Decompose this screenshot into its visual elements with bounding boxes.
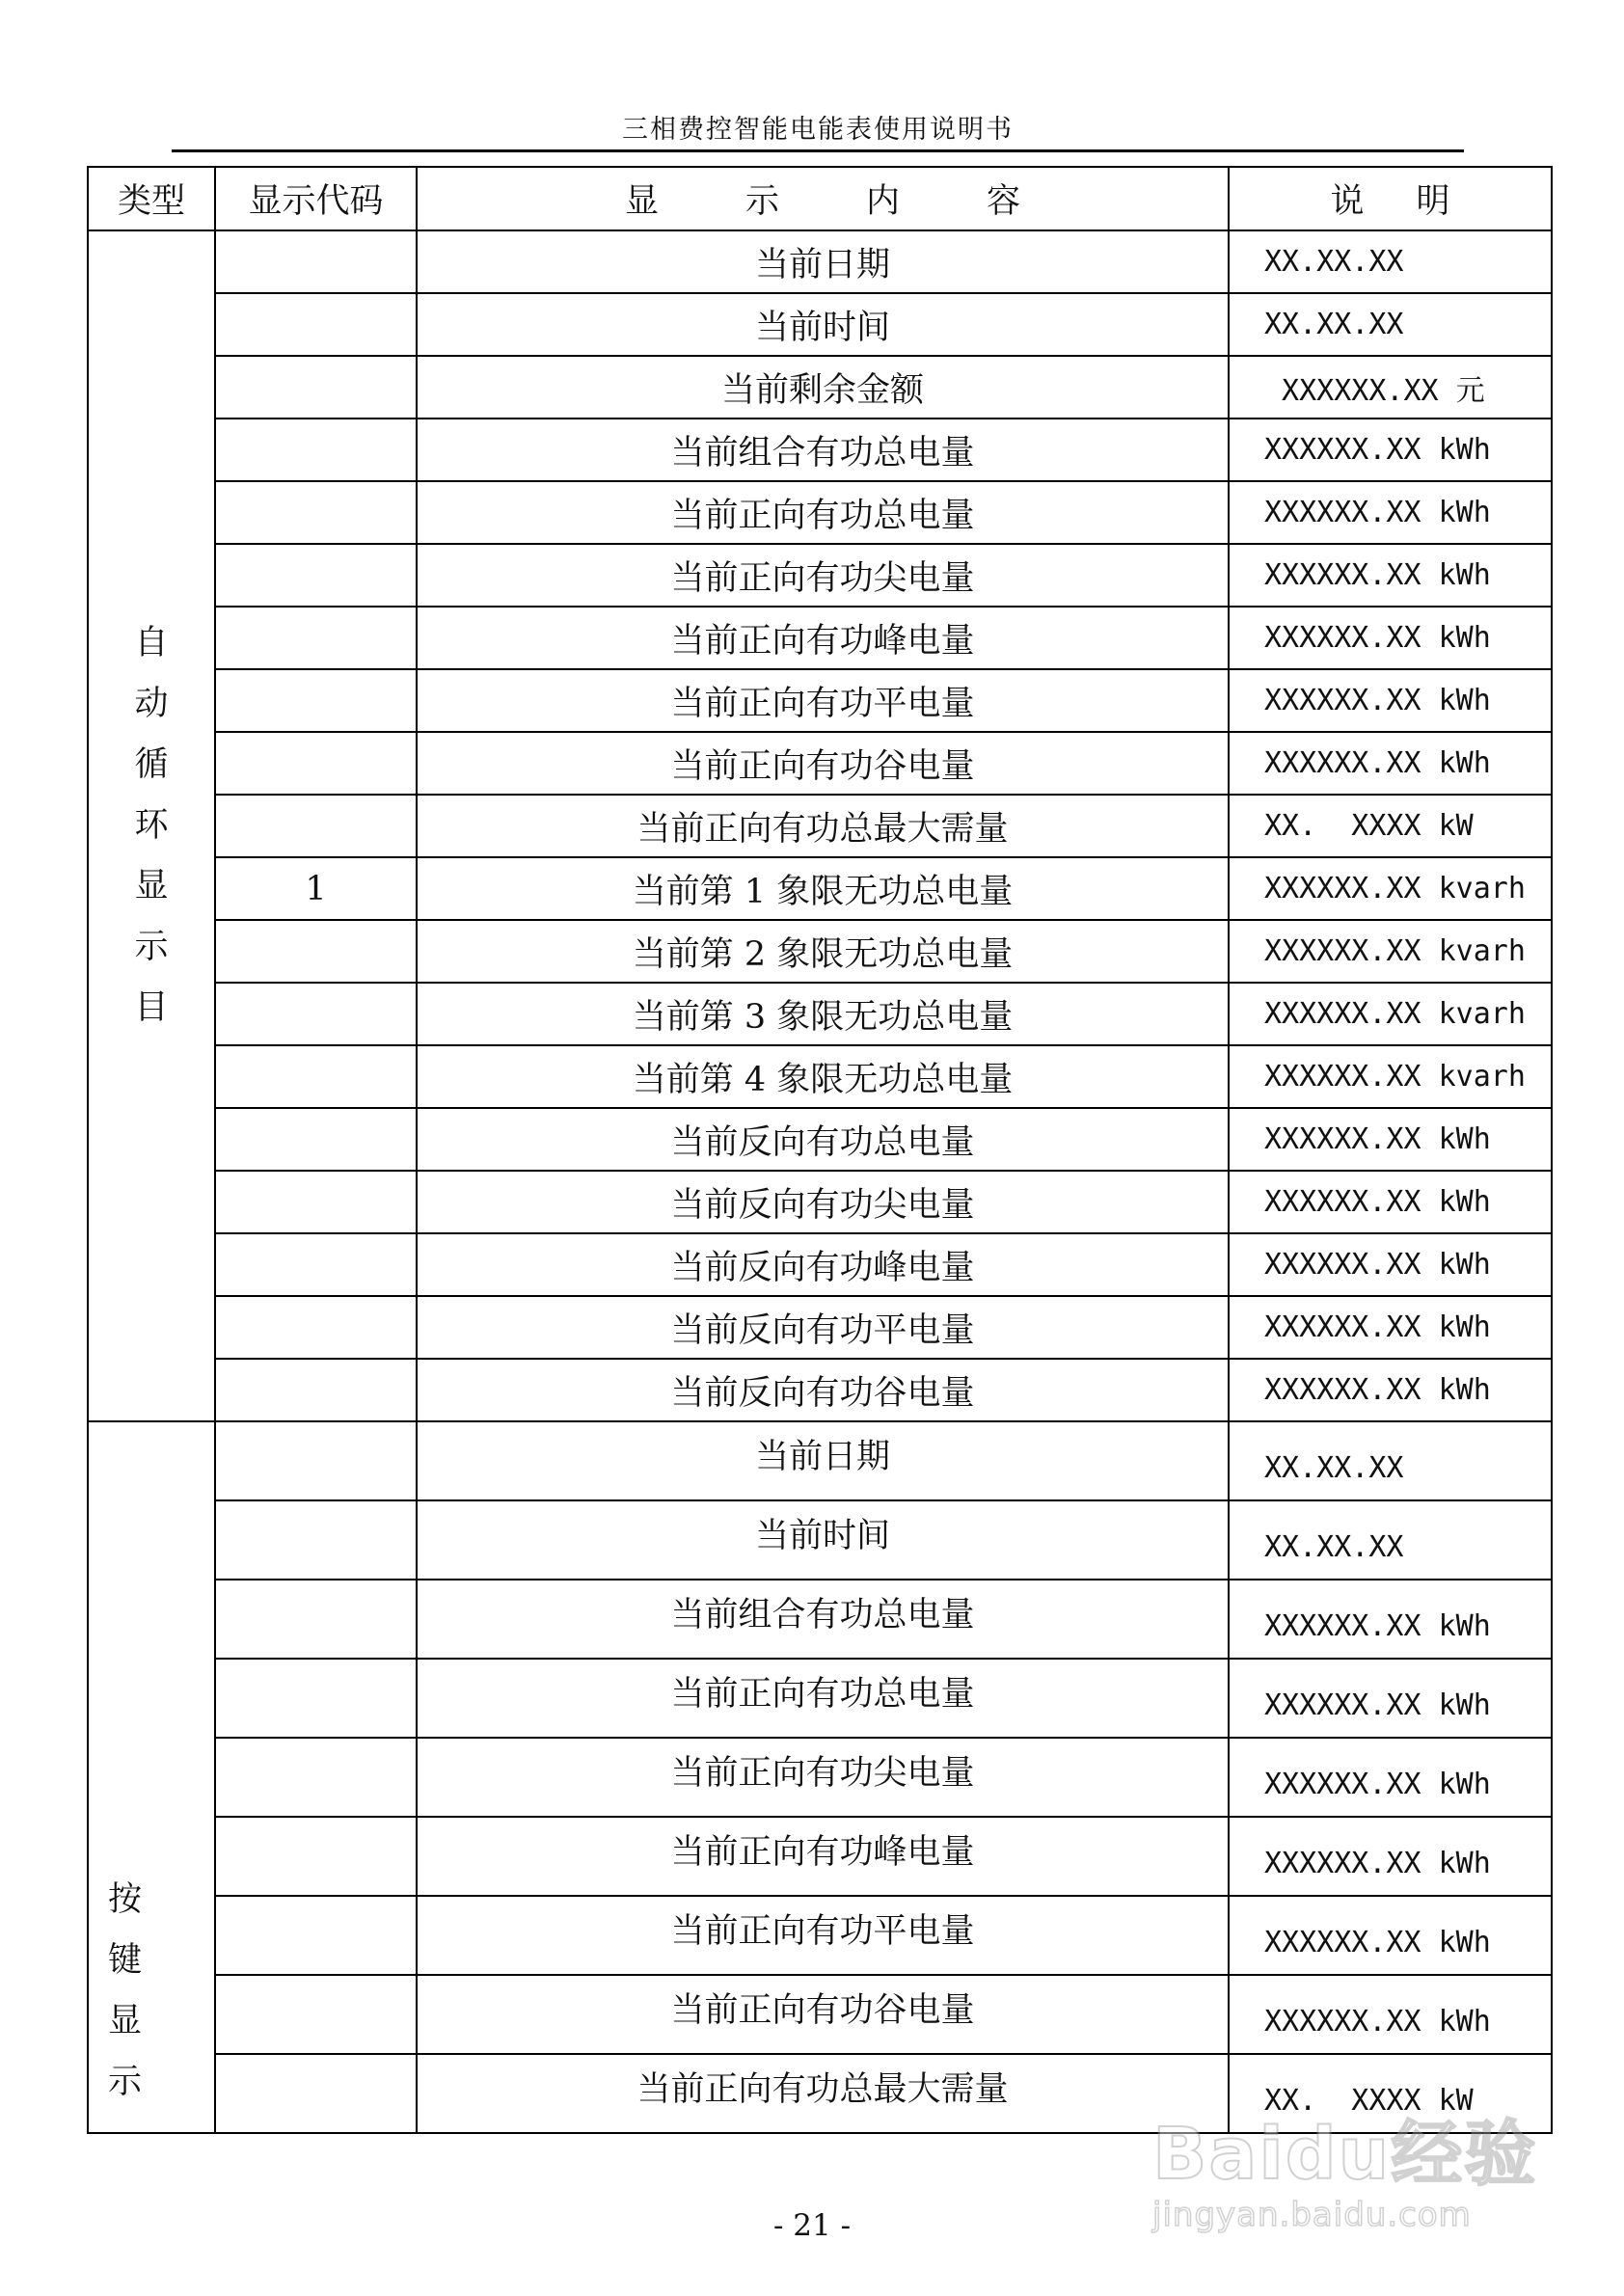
type-label: 自动循环显示目 xyxy=(134,624,169,1027)
display-code-cell xyxy=(215,1896,417,1975)
display-code-cell xyxy=(215,983,417,1045)
display-code-cell xyxy=(215,1171,417,1233)
description-cell: XXXXXX.XX kWh xyxy=(1229,1975,1552,2054)
display-content-cell: 当前正向有功谷电量 xyxy=(417,732,1229,795)
display-code-cell xyxy=(215,607,417,669)
display-content-cell: 当前反向有功总电量 xyxy=(417,1108,1229,1171)
description-cell: XX.XX.XX xyxy=(1229,230,1552,293)
description-cell: XXXXXX.XX kWh xyxy=(1229,1580,1552,1659)
display-code-cell xyxy=(215,1817,417,1896)
column-header-type: 类型 xyxy=(88,167,215,230)
display-code-cell xyxy=(215,1233,417,1296)
display-code-cell xyxy=(215,1108,417,1171)
description-cell: XXXXXX.XX kWh xyxy=(1229,1108,1552,1171)
description-cell: XXXXXX.XX kWh xyxy=(1229,1359,1552,1421)
table-row xyxy=(88,1359,1552,1421)
display-code-cell xyxy=(215,1045,417,1108)
description-cell: XXXXXX.XX kWh xyxy=(1229,732,1552,795)
table-row xyxy=(88,669,1552,732)
table-row xyxy=(88,732,1552,795)
page-number: - 21 - xyxy=(772,2208,852,2243)
table-row xyxy=(88,1659,1552,1738)
description-cell: XXXXXX.XX kWh xyxy=(1229,1896,1552,1975)
description-cell: XX.XX.XX xyxy=(1229,1500,1552,1580)
display-code-cell xyxy=(215,1359,417,1421)
column-header-content: 显示内容 xyxy=(417,167,1229,230)
table-row xyxy=(88,607,1552,669)
table-row xyxy=(88,1171,1552,1233)
display-content-cell: 当前反向有功峰电量 xyxy=(417,1233,1229,1296)
type-cell xyxy=(88,1421,215,2133)
table-row xyxy=(88,293,1552,356)
display-content-cell: 当前正向有功总最大需量 xyxy=(417,795,1229,857)
display-code-cell xyxy=(215,732,417,795)
description-cell: XX. XXXX kW xyxy=(1229,2054,1552,2133)
display-content-cell: 当前组合有功总电量 xyxy=(417,419,1229,481)
table-row xyxy=(88,419,1552,481)
display-content-cell: 当前组合有功总电量 xyxy=(417,1580,1229,1659)
table-row xyxy=(88,1738,1552,1817)
display-content-cell: 当前正向有功总电量 xyxy=(417,1659,1229,1738)
watermark-url: jingyan.baidu.com xyxy=(1152,2196,1472,2234)
table-row xyxy=(88,1421,1552,1500)
table-header-row xyxy=(88,167,1552,230)
display-code-cell xyxy=(215,1738,417,1817)
display-code-cell xyxy=(215,920,417,983)
table-row xyxy=(88,1108,1552,1171)
display-content-cell: 当前正向有功尖电量 xyxy=(417,544,1229,607)
display-content-cell: 当前正向有功峰电量 xyxy=(417,607,1229,669)
table-row xyxy=(88,2054,1552,2133)
description-cell: XX. XXXX kW xyxy=(1229,795,1552,857)
display-code-cell xyxy=(215,1580,417,1659)
description-cell: XXXXXX.XX kWh xyxy=(1229,544,1552,607)
display-code-cell xyxy=(215,544,417,607)
table-row xyxy=(88,1580,1552,1659)
table-row xyxy=(88,481,1552,544)
auto-cycle-group xyxy=(88,230,1552,1421)
display-items-table xyxy=(87,166,1553,2134)
display-content-cell: 当前日期 xyxy=(417,230,1229,293)
description-cell: XXXXXX.XX kvarh xyxy=(1229,983,1552,1045)
description-cell: XXXXXX.XX 元 xyxy=(1229,356,1552,419)
description-cell: XXXXXX.XX kWh xyxy=(1229,669,1552,732)
description-cell: XX.XX.XX xyxy=(1229,1421,1552,1500)
key-display-group xyxy=(88,1421,1552,2133)
display-code-cell xyxy=(215,1421,417,1500)
description-cell: XXXXXX.XX kWh xyxy=(1229,607,1552,669)
table-row xyxy=(88,230,1552,293)
display-content-cell: 当前时间 xyxy=(417,293,1229,356)
display-content-cell: 当前第 1 象限无功总电量 xyxy=(417,857,1229,920)
display-content-cell: 当前正向有功总电量 xyxy=(417,481,1229,544)
description-cell: XXXXXX.XX kvarh xyxy=(1229,857,1552,920)
table-row xyxy=(88,544,1552,607)
display-code-cell xyxy=(215,1975,417,2054)
display-content-cell: 当前剩余金额 xyxy=(417,356,1229,419)
table-row xyxy=(88,1975,1552,2054)
table-row xyxy=(88,356,1552,419)
table-row xyxy=(88,1296,1552,1359)
display-code-cell xyxy=(215,669,417,732)
type-label: 按键显示 xyxy=(108,1880,143,2101)
display-code-cell xyxy=(215,1659,417,1738)
table-row xyxy=(88,1896,1552,1975)
type-cell xyxy=(88,230,215,1421)
display-code-cell xyxy=(215,230,417,293)
table-row xyxy=(88,983,1552,1045)
display-code-cell xyxy=(215,2054,417,2133)
description-cell: XX.XX.XX xyxy=(1229,293,1552,356)
watermark-brand: Baidu经验 xyxy=(1152,2113,1538,2196)
description-cell: XXXXXX.XX kWh xyxy=(1229,1738,1552,1817)
column-header-description: 说明 xyxy=(1229,167,1552,230)
display-code-cell xyxy=(215,1296,417,1359)
display-content-cell: 当前反向有功平电量 xyxy=(417,1296,1229,1359)
description-cell: XXXXXX.XX kWh xyxy=(1229,1171,1552,1233)
document-header-title: 三相费控智能电能表使用说明书 xyxy=(622,115,1014,145)
display-content-cell: 当前正向有功谷电量 xyxy=(417,1975,1229,2054)
column-header-code: 显示代码 xyxy=(215,167,417,230)
display-code-cell xyxy=(215,481,417,544)
display-content-cell: 当前反向有功尖电量 xyxy=(417,1171,1229,1233)
table-row xyxy=(88,1233,1552,1296)
table-row xyxy=(88,795,1552,857)
display-code-cell xyxy=(215,293,417,356)
display-content-cell: 当前反向有功谷电量 xyxy=(417,1359,1229,1421)
display-code-cell: 1 xyxy=(215,857,417,920)
display-code-cell xyxy=(215,795,417,857)
display-content-cell: 当前正向有功平电量 xyxy=(417,1896,1229,1975)
description-cell: XXXXXX.XX kWh xyxy=(1229,419,1552,481)
display-content-cell: 当前第 4 象限无功总电量 xyxy=(417,1045,1229,1108)
display-content-cell: 当前正向有功峰电量 xyxy=(417,1817,1229,1896)
display-content-cell: 当前时间 xyxy=(417,1500,1229,1580)
table-row xyxy=(88,1500,1552,1580)
description-cell: XXXXXX.XX kWh xyxy=(1229,1233,1552,1296)
display-content-cell: 当前正向有功平电量 xyxy=(417,669,1229,732)
display-content-cell: 当前正向有功总最大需量 xyxy=(417,2054,1229,2133)
header-divider xyxy=(172,149,1464,152)
table-row xyxy=(88,920,1552,983)
display-code-cell xyxy=(215,356,417,419)
display-content-cell: 当前第 3 象限无功总电量 xyxy=(417,983,1229,1045)
description-cell: XXXXXX.XX kWh xyxy=(1229,1659,1552,1738)
table-row xyxy=(88,857,1552,920)
display-code-cell xyxy=(215,1500,417,1580)
table-row xyxy=(88,1817,1552,1896)
display-code-cell xyxy=(215,419,417,481)
description-cell: XXXXXX.XX kvarh xyxy=(1229,1045,1552,1108)
description-cell: XXXXXX.XX kWh xyxy=(1229,481,1552,544)
description-cell: XXXXXX.XX kvarh xyxy=(1229,920,1552,983)
description-cell: XXXXXX.XX kWh xyxy=(1229,1817,1552,1896)
display-content-cell: 当前第 2 象限无功总电量 xyxy=(417,920,1229,983)
table-row xyxy=(88,1045,1552,1108)
display-content-cell: 当前日期 xyxy=(417,1421,1229,1500)
description-cell: XXXXXX.XX kWh xyxy=(1229,1296,1552,1359)
display-content-cell: 当前正向有功尖电量 xyxy=(417,1738,1229,1817)
